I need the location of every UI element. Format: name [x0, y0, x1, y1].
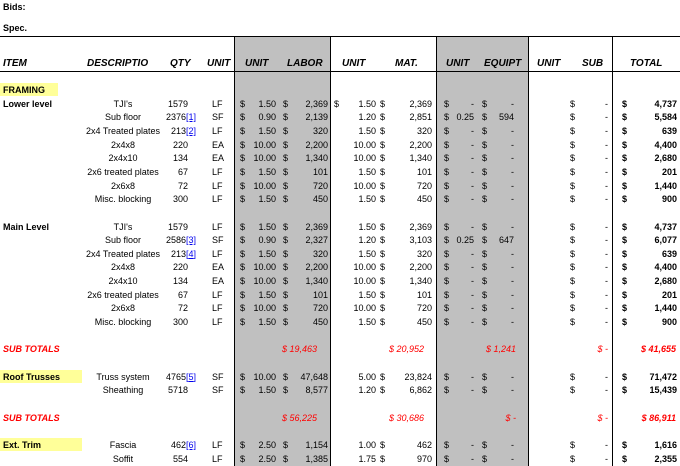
description-cell[interactable]: 2x6x8	[110, 180, 136, 191]
labor-unit-cell[interactable]: $ 1.50	[240, 221, 276, 232]
sub-cell[interactable]: $ -	[570, 289, 608, 300]
description-cell[interactable]: Soffit	[112, 453, 134, 464]
labor-cell[interactable]: $ 2,369	[283, 221, 328, 232]
qty-value[interactable]: 72	[177, 180, 188, 191]
qty-value[interactable]: 213	[170, 125, 186, 136]
sub-cell[interactable]: $ -	[570, 303, 608, 314]
qty-cell[interactable]	[160, 453, 188, 466]
sub-cell[interactable]: $ -	[570, 371, 608, 382]
item-label[interactable]: Lower level	[3, 98, 53, 109]
total-cell[interactable]: $ 6,077	[622, 235, 677, 246]
subtotal-label[interactable]: SUB TOTALS	[3, 344, 60, 355]
total-cell[interactable]: $ 4,400	[622, 262, 677, 273]
header-labor-unit[interactable]: UNIT	[245, 58, 269, 69]
labor-cell[interactable]: $ 720	[283, 303, 328, 314]
labor-unit-cell[interactable]: $ 10.00	[240, 276, 276, 287]
subtotal-mat[interactable]: $ 30,686	[388, 412, 424, 423]
qty-cell[interactable]	[160, 180, 188, 193]
column-divider	[330, 36, 331, 466]
labor-unit-cell[interactable]: $ 2.50	[240, 439, 276, 450]
mat-cell[interactable]: $ 101	[380, 166, 432, 177]
description-cell[interactable]: 2x6 treated plates	[87, 289, 159, 300]
equip-unit-cell[interactable]: $ -	[444, 439, 474, 450]
qty-value[interactable]: 220	[172, 262, 188, 273]
labor-unit-cell[interactable]: $ 1.50	[240, 194, 276, 205]
labor-unit-cell[interactable]: $ 1.50	[240, 248, 276, 259]
subtotal-equip[interactable]: $ -	[505, 412, 516, 423]
sub-cell[interactable]: $ -	[570, 248, 608, 259]
unit-cell[interactable]: LF	[212, 125, 223, 136]
equip-unit-cell[interactable]: $ -	[444, 98, 474, 109]
mat-unit-cell[interactable]: 1.50	[358, 289, 376, 300]
sub-cell[interactable]: $ -	[570, 125, 608, 136]
equip-cell[interactable]: $ 647	[482, 235, 514, 246]
header-description[interactable]: DESCRIPTIO	[87, 58, 149, 69]
description-cell[interactable]: Misc. blocking	[94, 317, 152, 328]
description-cell[interactable]: 2x4x8	[110, 139, 136, 150]
mat-unit-cell[interactable]: 1.20	[358, 385, 376, 396]
unit-cell[interactable]: SF	[212, 385, 224, 396]
labor-unit-cell[interactable]: $ 10.00	[240, 371, 276, 382]
qty-value[interactable]: 554	[172, 453, 188, 464]
equip-unit-cell[interactable]: $ -	[444, 221, 474, 232]
mat-unit-cell[interactable]: 10.00	[353, 180, 376, 191]
spec-label: Spec.	[3, 23, 28, 33]
qty-value[interactable]: 300	[172, 194, 188, 205]
header-item[interactable]: ITEM	[3, 58, 27, 69]
header-equip-unit[interactable]: UNIT	[446, 58, 470, 69]
qty-cell[interactable]	[160, 261, 188, 274]
header-sub[interactable]: SUB	[582, 58, 604, 69]
mat-unit-cell[interactable]: 1.50	[358, 125, 376, 136]
sub-cell[interactable]: $ -	[570, 235, 608, 246]
mat-cell[interactable]: $ 23,824	[380, 371, 432, 382]
qty-value[interactable]: 134	[172, 276, 188, 287]
item-label[interactable]: Ext. Trim	[3, 439, 42, 450]
unit-cell[interactable]: SF	[212, 371, 224, 382]
header-labor[interactable]: LABOR	[287, 58, 323, 69]
equip-cell[interactable]: $ -	[482, 166, 514, 177]
unit-cell[interactable]: LF	[212, 453, 223, 464]
header-qty[interactable]: QTY	[170, 58, 191, 69]
sub-cell[interactable]: $ -	[570, 221, 608, 232]
total-cell[interactable]: $ 4,400	[622, 139, 677, 150]
sub-cell[interactable]: $ -	[570, 153, 608, 164]
mat-unit-cell[interactable]: 1.20	[358, 112, 376, 123]
labor-cell[interactable]: $ 47,648	[283, 371, 328, 382]
subtotal-sub[interactable]: $ -	[597, 344, 608, 355]
labor-cell[interactable]: $ 720	[283, 180, 328, 191]
labor-unit-cell[interactable]: $ 10.00	[240, 262, 276, 273]
mat-unit-cell[interactable]: 1.00	[358, 439, 376, 450]
column-divider	[436, 36, 437, 466]
qty-value[interactable]: 134	[172, 153, 188, 164]
qty-cell[interactable]	[160, 302, 188, 315]
equip-cell[interactable]: $ -	[482, 371, 514, 382]
total-cell[interactable]: $ 201	[622, 166, 677, 177]
labor-cell[interactable]: $ 8,577	[283, 385, 328, 396]
qty-value[interactable]: 1579	[167, 221, 188, 232]
description-cell[interactable]: TJI's	[113, 98, 133, 109]
footnote-link[interactable]: [2]	[185, 125, 196, 136]
qty-value[interactable]: 213	[170, 248, 186, 259]
mat-unit-cell[interactable]: $ 1.50	[334, 98, 376, 109]
footnote-link[interactable]: [5]	[185, 371, 196, 382]
total-cell[interactable]: $ 5,584	[622, 112, 677, 123]
equip-cell[interactable]: $ -	[482, 98, 514, 109]
qty-cell[interactable]	[160, 248, 196, 261]
total-cell[interactable]: $ 4,737	[622, 221, 677, 232]
mat-unit-cell[interactable]: 1.50	[358, 221, 376, 232]
mat-cell[interactable]: $ 2,851	[380, 112, 432, 123]
qty-cell[interactable]	[160, 234, 196, 247]
description-cell[interactable]: 2x6x8	[110, 303, 136, 314]
mat-cell[interactable]: $ 3,103	[380, 235, 432, 246]
labor-unit-cell[interactable]: $ 1.50	[240, 98, 276, 109]
equip-unit-cell[interactable]: $ 0.25	[444, 235, 474, 246]
header-unit[interactable]: UNIT	[207, 58, 231, 69]
sub-cell[interactable]: $ -	[570, 453, 608, 464]
labor-cell[interactable]: $ 320	[283, 248, 328, 259]
qty-value[interactable]: 2376	[165, 112, 186, 123]
labor-cell[interactable]: $ 2,200	[283, 262, 328, 273]
header-total[interactable]: TOTAL	[630, 58, 663, 69]
mat-unit-cell[interactable]: 1.75	[358, 453, 376, 464]
total-cell[interactable]: $ 1,440	[622, 303, 677, 314]
labor-unit-cell[interactable]: $ 1.50	[240, 166, 276, 177]
description-cell[interactable]: 2x4x10	[108, 276, 138, 287]
qty-cell[interactable]	[160, 139, 188, 152]
equip-cell[interactable]: $ -	[482, 125, 514, 136]
unit-cell[interactable]: SF	[212, 235, 224, 246]
qty-cell[interactable]	[160, 193, 188, 206]
mat-cell[interactable]: $ 450	[380, 194, 432, 205]
unit-cell[interactable]: LF	[212, 166, 223, 177]
qty-cell[interactable]	[160, 221, 188, 234]
labor-cell[interactable]: $ 2,369	[283, 98, 328, 109]
mat-cell[interactable]: $ 720	[380, 180, 432, 191]
qty-value[interactable]: 2586	[165, 235, 186, 246]
item-label[interactable]: Roof Trusses	[3, 371, 61, 382]
qty-value[interactable]: 300	[172, 317, 188, 328]
labor-cell[interactable]: $ 101	[283, 289, 328, 300]
total-cell[interactable]: $ 2,680	[622, 276, 677, 287]
header-bottom-line	[0, 71, 680, 72]
labor-cell[interactable]: $ 2,327	[283, 235, 328, 246]
equip-unit-cell[interactable]: $ 0.25	[444, 112, 474, 123]
equip-unit-cell[interactable]: $ -	[444, 385, 474, 396]
labor-cell[interactable]: $ 320	[283, 125, 328, 136]
mat-unit-cell[interactable]: 10.00	[353, 303, 376, 314]
header-mat-unit[interactable]: UNIT	[342, 58, 366, 69]
mat-cell[interactable]: $ 970	[380, 453, 432, 464]
equip-cell[interactable]: $ -	[482, 262, 514, 273]
mat-unit-cell[interactable]: 1.50	[358, 317, 376, 328]
description-cell[interactable]: Sub floor	[104, 235, 142, 246]
description-cell[interactable]: 2x4x10	[108, 153, 138, 164]
mat-cell[interactable]: $ 320	[380, 125, 432, 136]
item-label[interactable]: FRAMING	[3, 85, 45, 95]
header-equip[interactable]: EQUIPT	[484, 58, 522, 69]
total-cell[interactable]: $ 639	[622, 248, 677, 259]
qty-cell[interactable]	[160, 111, 196, 124]
footnote-link[interactable]: [1]	[185, 112, 196, 123]
sub-cell[interactable]: $ -	[570, 180, 608, 191]
equip-unit-cell[interactable]: $ -	[444, 371, 474, 382]
header-top-line	[0, 36, 680, 37]
qty-cell[interactable]	[160, 152, 188, 165]
equip-cell[interactable]: $ 594	[482, 112, 514, 123]
bids-label: Bids:	[3, 2, 26, 12]
total-cell[interactable]: $ 201	[622, 289, 677, 300]
mat-unit-cell[interactable]: 1.50	[358, 166, 376, 177]
total-cell[interactable]: $ 900	[622, 317, 677, 328]
subtotal-total[interactable]: $ 41,655	[640, 344, 676, 355]
equip-cell[interactable]: $ -	[482, 439, 514, 450]
mat-unit-cell[interactable]: 10.00	[353, 139, 376, 150]
labor-cell[interactable]: $ 2,200	[283, 139, 328, 150]
sub-cell[interactable]: $ -	[570, 317, 608, 328]
column-divider	[234, 36, 235, 466]
equip-unit-cell[interactable]: $ -	[444, 289, 474, 300]
labor-cell[interactable]: $ 1,340	[283, 276, 328, 287]
unit-cell[interactable]: LF	[212, 98, 223, 109]
qty-cell[interactable]	[160, 98, 188, 111]
description-cell[interactable]: 2x4 Treated plates	[85, 125, 161, 136]
equip-unit-cell[interactable]: $ -	[444, 180, 474, 191]
labor-unit-cell[interactable]: $ 10.00	[240, 303, 276, 314]
description-cell[interactable]: 2x6 treated plates	[87, 166, 159, 177]
subtotal-mat[interactable]: $ 20,952	[388, 344, 424, 355]
mat-unit-cell[interactable]: 10.00	[353, 153, 376, 164]
labor-cell[interactable]: $ 2,139	[283, 112, 328, 123]
qty-value[interactable]: 72	[177, 303, 188, 314]
column-divider	[528, 36, 529, 466]
labor-cell[interactable]: $ 1,385	[283, 453, 328, 464]
total-cell[interactable]: $ 4,737	[622, 98, 677, 109]
labor-cell[interactable]: $ 101	[283, 166, 328, 177]
equip-cell[interactable]: $ -	[482, 303, 514, 314]
equip-cell[interactable]: $ -	[482, 276, 514, 287]
footnote-link[interactable]: [3]	[185, 235, 196, 246]
mat-unit-cell[interactable]: 5.00	[358, 371, 376, 382]
total-cell[interactable]: $ 639	[622, 125, 677, 136]
unit-cell[interactable]: EA	[212, 139, 225, 150]
labor-unit-cell[interactable]: $ 10.00	[240, 180, 276, 191]
labor-cell[interactable]: $ 1,340	[283, 153, 328, 164]
sub-cell[interactable]: $ -	[570, 439, 608, 450]
qty-cell[interactable]	[160, 275, 188, 288]
mat-unit-cell[interactable]: 10.00	[353, 262, 376, 273]
equip-unit-cell[interactable]: $ -	[444, 139, 474, 150]
labor-cell[interactable]: $ 450	[283, 317, 328, 328]
unit-cell[interactable]: LF	[212, 317, 223, 328]
mat-cell[interactable]: $ 450	[380, 317, 432, 328]
mat-unit-cell[interactable]: 1.20	[358, 235, 376, 246]
unit-cell[interactable]: EA	[212, 276, 225, 287]
equip-cell[interactable]: $ -	[482, 385, 514, 396]
mat-cell[interactable]: $ 101	[380, 289, 432, 300]
sub-cell[interactable]: $ -	[570, 262, 608, 273]
description-cell[interactable]: Truss system	[96, 371, 150, 382]
equip-cell[interactable]: $ -	[482, 248, 514, 259]
item-label[interactable]: Main Level	[3, 221, 50, 232]
equip-unit-cell[interactable]: $ -	[444, 262, 474, 273]
equip-unit-cell[interactable]: $ -	[444, 248, 474, 259]
sub-cell[interactable]: $ -	[570, 385, 608, 396]
mat-cell[interactable]: $ 6,862	[380, 385, 432, 396]
labor-unit-cell[interactable]: $ 1.50	[240, 385, 276, 396]
total-cell[interactable]: $ 71,472	[622, 371, 677, 382]
mat-cell[interactable]: $ 2,200	[380, 139, 432, 150]
description-cell[interactable]: Sub floor	[104, 112, 142, 123]
total-cell[interactable]: $ 2,355	[622, 453, 677, 464]
mat-cell[interactable]: $ 2,369	[380, 221, 432, 232]
labor-unit-cell[interactable]: $ 1.50	[240, 125, 276, 136]
unit-cell[interactable]: EA	[212, 153, 225, 164]
qty-value[interactable]: 67	[177, 289, 188, 300]
description-cell[interactable]: 2x4 Treated plates	[85, 248, 161, 259]
subtotal-equip[interactable]: $ 1,241	[485, 344, 516, 355]
footnote-link[interactable]: [6]	[185, 439, 196, 450]
qty-value[interactable]: 462	[170, 439, 186, 450]
mat-unit-cell[interactable]: 1.50	[358, 248, 376, 259]
equip-cell[interactable]: $ -	[482, 221, 514, 232]
equip-cell[interactable]: $ -	[482, 153, 514, 164]
qty-cell[interactable]	[160, 289, 188, 302]
qty-cell[interactable]	[160, 371, 196, 384]
mat-cell[interactable]: $ 2,369	[380, 98, 432, 109]
qty-value[interactable]: 67	[177, 166, 188, 177]
column-divider	[612, 36, 613, 466]
description-cell[interactable]: Misc. blocking	[94, 194, 152, 205]
sub-cell[interactable]: $ -	[570, 98, 608, 109]
labor-cell[interactable]: $ 450	[283, 194, 328, 205]
sub-cell[interactable]: $ -	[570, 112, 608, 123]
labor-unit-cell[interactable]: $ 1.50	[240, 289, 276, 300]
labor-unit-cell[interactable]: $ 10.00	[240, 153, 276, 164]
subtotal-label[interactable]: SUB TOTALS	[3, 412, 60, 423]
unit-cell[interactable]: LF	[212, 248, 223, 259]
sub-cell[interactable]: $ -	[570, 276, 608, 287]
equip-unit-cell[interactable]: $ -	[444, 303, 474, 314]
qty-cell[interactable]	[160, 316, 188, 329]
description-cell[interactable]: Fascia	[109, 439, 137, 450]
equip-unit-cell[interactable]: $ -	[444, 125, 474, 136]
sub-cell[interactable]: $ -	[570, 139, 608, 150]
qty-value[interactable]: 5718	[167, 385, 188, 396]
mat-cell[interactable]: $ 320	[380, 248, 432, 259]
header-mat[interactable]: MAT.	[395, 58, 418, 69]
subtotal-labor[interactable]: $ 19,463	[282, 344, 318, 355]
unit-cell[interactable]: LF	[212, 180, 223, 191]
equip-unit-cell[interactable]: $ -	[444, 276, 474, 287]
qty-value[interactable]: 220	[172, 139, 188, 150]
labor-unit-cell[interactable]: $ 10.00	[240, 139, 276, 150]
equip-cell[interactable]: $ -	[482, 180, 514, 191]
equip-cell[interactable]: $ -	[482, 194, 514, 205]
sub-cell[interactable]: $ -	[570, 166, 608, 177]
labor-unit-cell[interactable]: $ 1.50	[240, 317, 276, 328]
total-cell[interactable]: $ 900	[622, 194, 677, 205]
labor-unit-cell[interactable]: $ 0.90	[240, 112, 276, 123]
equip-unit-cell[interactable]: $ -	[444, 166, 474, 177]
sub-cell[interactable]: $ -	[570, 194, 608, 205]
mat-unit-cell[interactable]: 1.50	[358, 194, 376, 205]
unit-cell[interactable]: LF	[212, 289, 223, 300]
total-cell[interactable]: $ 2,680	[622, 153, 677, 164]
equip-cell[interactable]: $ -	[482, 317, 514, 328]
qty-value[interactable]: 1579	[167, 98, 188, 109]
total-cell[interactable]: $ 1,616	[622, 439, 677, 450]
unit-cell[interactable]: LF	[212, 303, 223, 314]
equip-cell[interactable]: $ -	[482, 139, 514, 150]
qty-cell[interactable]	[160, 439, 196, 452]
mat-cell[interactable]: $ 1,340	[380, 153, 432, 164]
subtotal-labor[interactable]: $ 56,225	[282, 412, 318, 423]
description-cell[interactable]: TJI's	[113, 221, 133, 232]
unit-cell[interactable]: LF	[212, 439, 223, 450]
labor-unit-cell[interactable]: $ 0.90	[240, 235, 276, 246]
unit-cell[interactable]: SF	[212, 112, 224, 123]
mat-cell[interactable]: $ 2,200	[380, 262, 432, 273]
qty-cell[interactable]	[160, 166, 188, 179]
labor-unit-cell[interactable]: $ 2.50	[240, 453, 276, 464]
mat-cell[interactable]: $ 462	[380, 439, 432, 450]
equip-unit-cell[interactable]: $ -	[444, 153, 474, 164]
unit-cell[interactable]: LF	[212, 194, 223, 205]
mat-cell[interactable]: $ 1,340	[380, 276, 432, 287]
equip-unit-cell[interactable]: $ -	[444, 194, 474, 205]
unit-cell[interactable]: LF	[212, 221, 223, 232]
qty-value[interactable]: 4765	[165, 371, 186, 382]
unit-cell[interactable]: EA	[212, 262, 225, 273]
footnote-link[interactable]: [4]	[185, 248, 196, 259]
equip-cell[interactable]: $ -	[482, 453, 514, 464]
equip-unit-cell[interactable]: $ -	[444, 453, 474, 464]
total-cell[interactable]: $ 15,439	[622, 385, 677, 396]
mat-cell[interactable]: $ 720	[380, 303, 432, 314]
qty-cell[interactable]	[160, 384, 188, 397]
description-cell[interactable]: 2x4x8	[110, 262, 136, 273]
qty-cell[interactable]	[160, 125, 196, 138]
subtotal-sub[interactable]: $ -	[597, 412, 608, 423]
description-cell[interactable]: Sheathing	[102, 385, 144, 396]
total-cell[interactable]: $ 1,440	[622, 180, 677, 191]
equip-unit-cell[interactable]: $ -	[444, 317, 474, 328]
equip-cell[interactable]: $ -	[482, 289, 514, 300]
mat-unit-cell[interactable]: 10.00	[353, 276, 376, 287]
subtotal-total[interactable]: $ 86,911	[641, 412, 676, 423]
labor-cell[interactable]: $ 1,154	[283, 439, 328, 450]
header-sub-unit[interactable]: UNIT	[537, 58, 561, 69]
